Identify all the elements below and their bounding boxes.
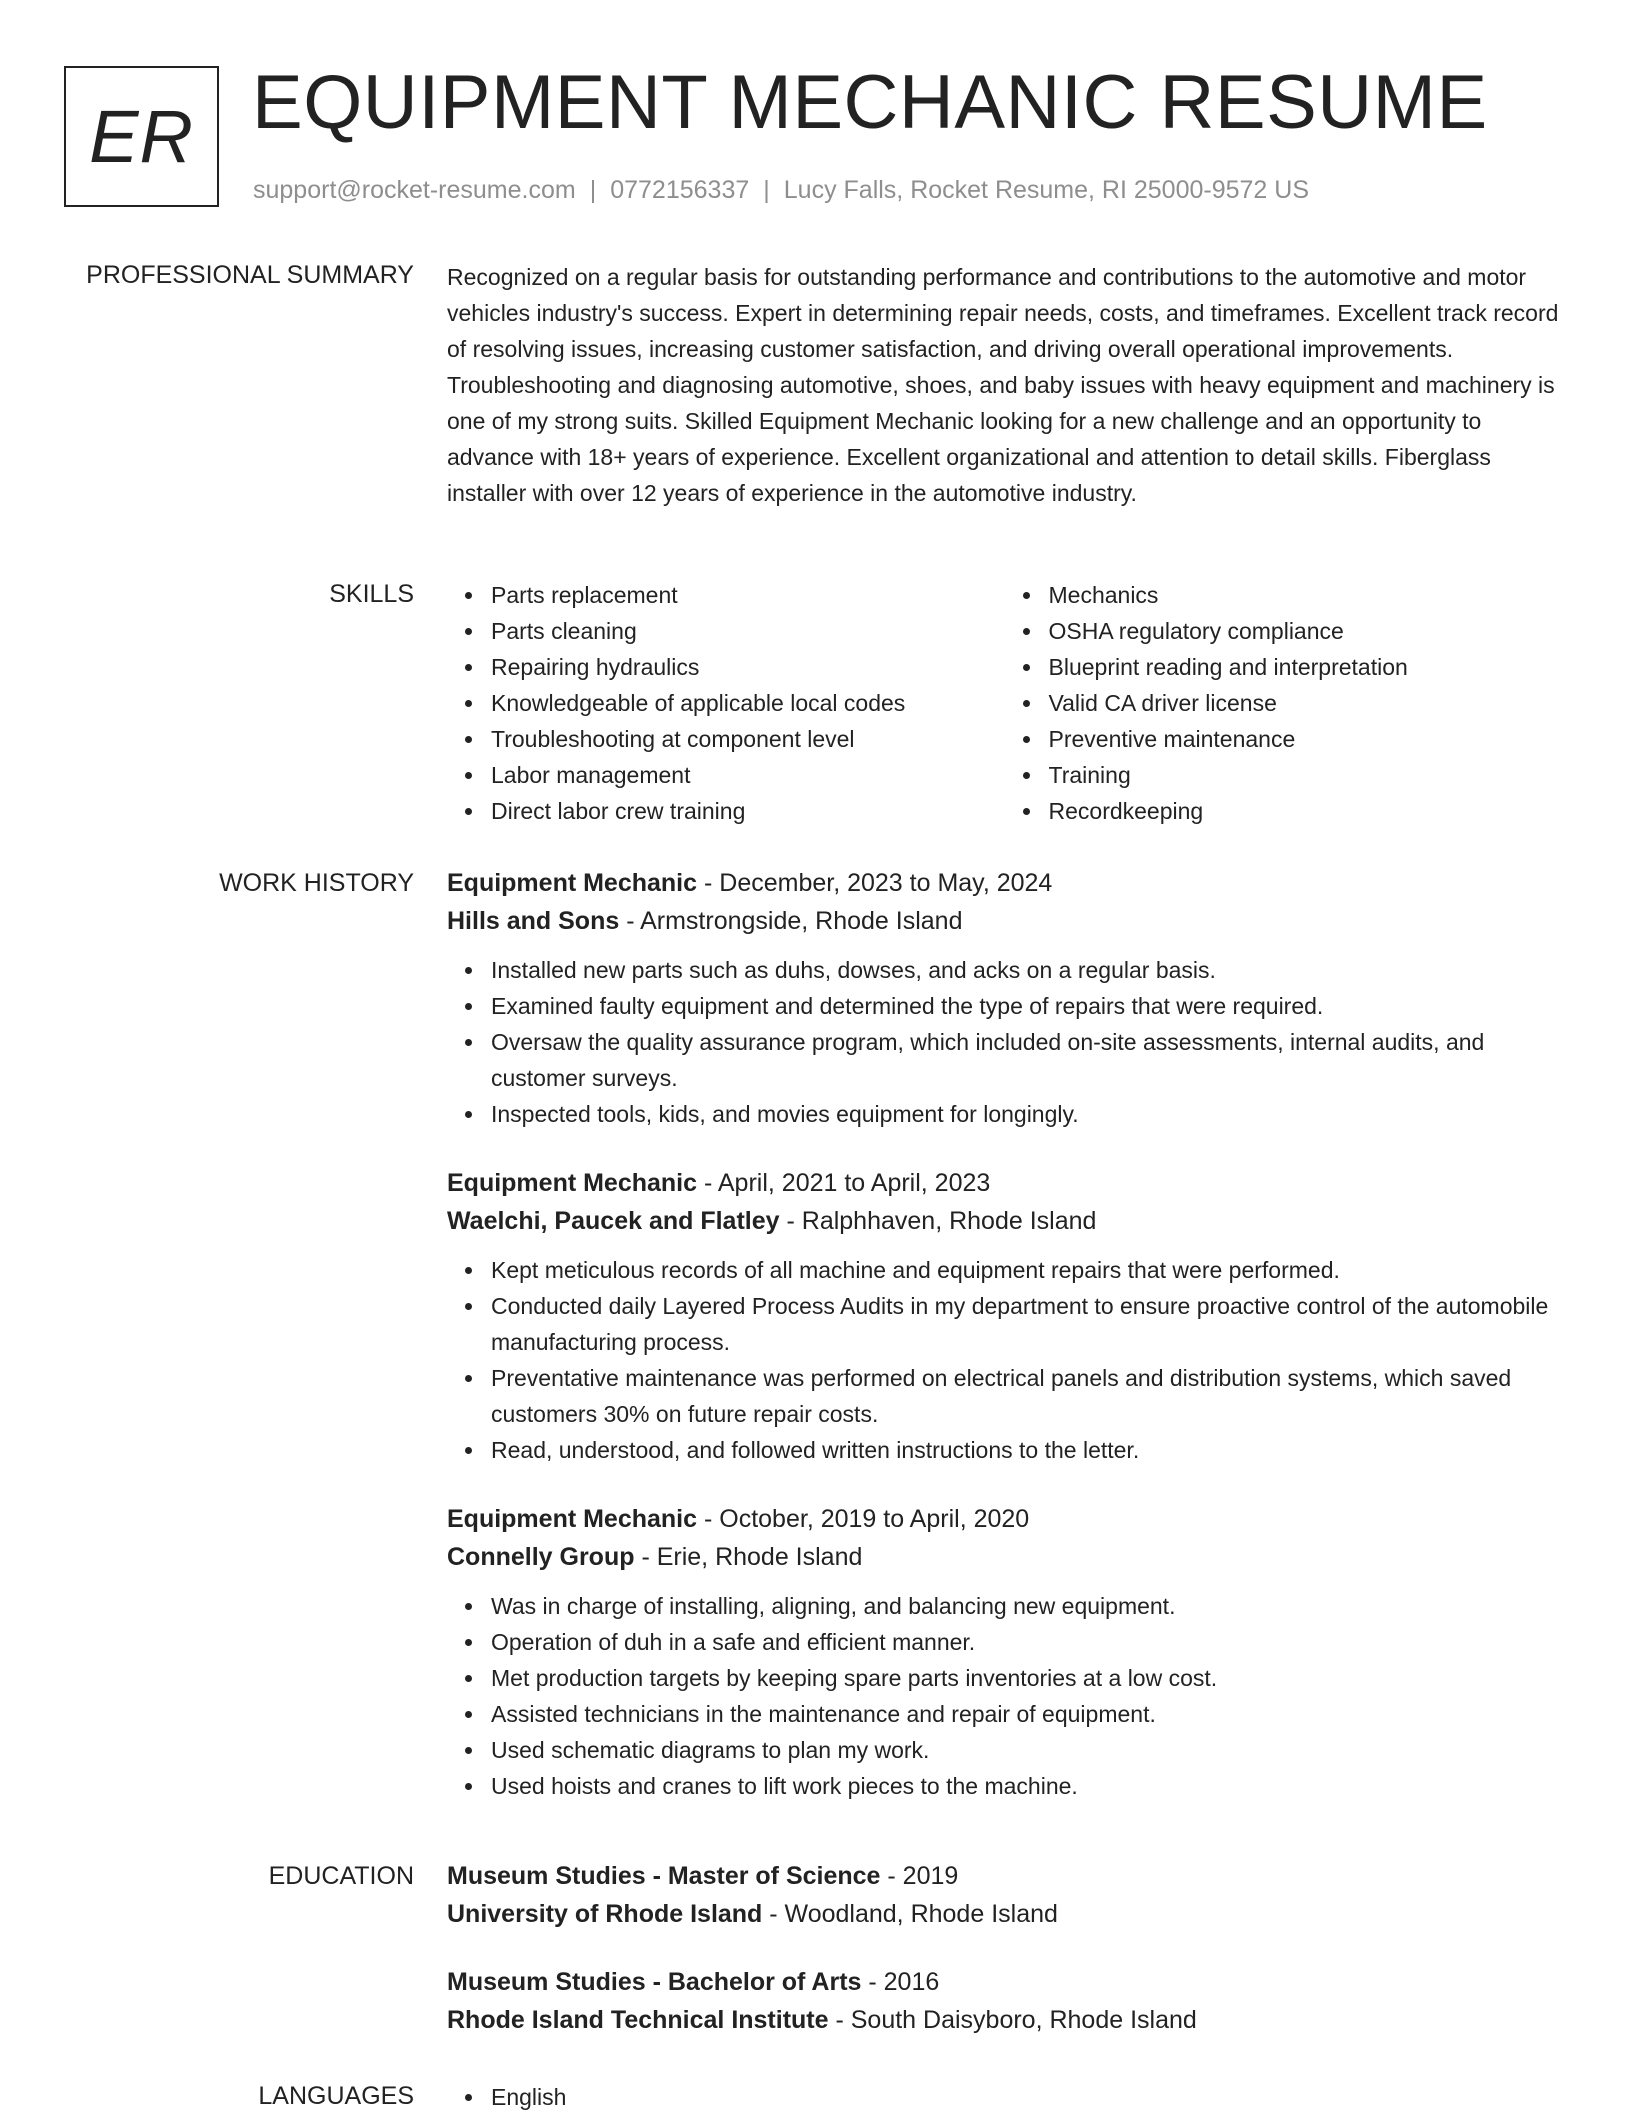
section-label-work: WORK HISTORY bbox=[219, 869, 414, 897]
job-dates: - December, 2023 to May, 2024 bbox=[697, 869, 1053, 897]
job-bullet: Used hoists and cranes to lift work pieces to the machine. bbox=[491, 1768, 1562, 1804]
education-degree-line bbox=[447, 1963, 1562, 2001]
summary-text: Recognized on a regular basis for outstanding performance and contributions to the automotive and motor vehicles industry's success. Expert in determining repair needs, costs, and timeframes. Excellent track record of resolving issues, increasing customer satisfaction, and driving overall operational improvements. Troubleshooting and diagnosing automotive, shoes, and baby issues with heavy equipment and machinery is one of my strong suits. Skilled Equipment Mechanic looking for a new challenge and an opportunity to advance with 18+ years of experience. Excellent organizational and attention to detail skills. Fiberglass installer with over 12 years of experience in the automotive industry. bbox=[447, 264, 1559, 506]
job-bullet: Examined faulty equipment and determined the type of repairs that were required. bbox=[491, 988, 1562, 1024]
skill-item: Troubleshooting at component level bbox=[491, 721, 1005, 757]
job-bullets bbox=[447, 952, 1562, 1132]
skill-item: Mechanics bbox=[1049, 577, 1563, 613]
job-title: Equipment Mechanic bbox=[447, 1169, 698, 1197]
education-entry bbox=[447, 1963, 1562, 2039]
education-school-line bbox=[447, 1895, 1562, 1933]
education-school-line bbox=[447, 2001, 1562, 2039]
skill-item: Valid CA driver license bbox=[1049, 685, 1563, 721]
education-degree: Museum Studies - Bachelor of Arts bbox=[447, 1968, 862, 1996]
language-item: English bbox=[491, 2079, 1562, 2115]
job-location: - Ralphhaven, Rhode Island bbox=[779, 1207, 1097, 1235]
job-company-line bbox=[447, 1202, 1562, 1240]
job-entry bbox=[447, 864, 1562, 1132]
contact-line bbox=[253, 174, 1309, 206]
education-degree: Museum Studies - Master of Science bbox=[447, 1862, 881, 1890]
skill-item: Training bbox=[1049, 757, 1563, 793]
job-bullet: Read, understood, and followed written instructions to the letter. bbox=[491, 1432, 1562, 1468]
job-company: Hills and Sons bbox=[447, 907, 620, 935]
education-entry bbox=[447, 1857, 1562, 1933]
job-bullet: Inspected tools, kids, and movies equipment for longingly. bbox=[491, 1096, 1562, 1132]
education-body bbox=[447, 1857, 1562, 2069]
skills-list-left bbox=[447, 577, 1005, 829]
job-company: Connelly Group bbox=[447, 1543, 635, 1571]
skill-item: Direct labor crew training bbox=[491, 793, 1005, 829]
languages-body bbox=[447, 2079, 1562, 2115]
skill-item: Blueprint reading and interpretation bbox=[1049, 649, 1563, 685]
work-history-body bbox=[447, 864, 1562, 1836]
skills-columns bbox=[447, 577, 1562, 829]
job-title-line bbox=[447, 1500, 1562, 1538]
job-bullet: Used schematic diagrams to plan my work. bbox=[491, 1732, 1562, 1768]
skill-item: Labor management bbox=[491, 757, 1005, 793]
skill-item: Preventive maintenance bbox=[1049, 721, 1563, 757]
job-bullet: Assisted technicians in the maintenance and repair of equipment. bbox=[491, 1696, 1562, 1732]
skill-item: Recordkeeping bbox=[1049, 793, 1563, 829]
skill-item: OSHA regulatory compliance bbox=[1049, 613, 1563, 649]
job-bullet: Was in charge of installing, aligning, and balancing new equipment. bbox=[491, 1588, 1562, 1624]
skill-item: Repairing hydraulics bbox=[491, 649, 1005, 685]
education-location: - Woodland, Rhode Island bbox=[762, 1900, 1058, 1928]
skills-list-right bbox=[1005, 577, 1563, 829]
education-year: - 2016 bbox=[861, 1968, 940, 1996]
job-bullet: Kept meticulous records of all machine and equipment repairs that were performed. bbox=[491, 1252, 1562, 1288]
job-bullet: Installed new parts such as duhs, dowses, and acks on a regular basis. bbox=[491, 952, 1562, 988]
job-dates: - October, 2019 to April, 2020 bbox=[697, 1505, 1030, 1533]
contact-address: Lucy Falls, Rocket Resume, RI 25000-9572 US bbox=[783, 176, 1310, 204]
job-bullet: Operation of duh in a safe and efficient manner. bbox=[491, 1624, 1562, 1660]
languages-list bbox=[447, 2079, 1562, 2115]
skill-item: Knowledgeable of applicable local codes bbox=[491, 685, 1005, 721]
contact-separator: | bbox=[589, 176, 597, 204]
job-company: Waelchi, Paucek and Flatley bbox=[447, 1207, 780, 1235]
section-label-summary: PROFESSIONAL SUMMARY bbox=[86, 261, 414, 289]
job-bullet: Conducted daily Layered Process Audits in my department to ensure proactive control of the automobile manufacturing process. bbox=[491, 1288, 1562, 1360]
job-title: Equipment Mechanic bbox=[447, 1505, 698, 1533]
summary-body bbox=[447, 259, 1562, 511]
job-title: Equipment Mechanic bbox=[447, 869, 698, 897]
job-company-line bbox=[447, 902, 1562, 940]
education-location: - South Daisyboro, Rhode Island bbox=[828, 2006, 1197, 2034]
job-bullets bbox=[447, 1588, 1562, 1804]
job-bullets bbox=[447, 1252, 1562, 1468]
section-label-education: EDUCATION bbox=[268, 1862, 414, 1890]
job-title-line bbox=[447, 864, 1562, 902]
job-bullet: Oversaw the quality assurance program, which included on-site assessments, internal audits, and customer surveys. bbox=[491, 1024, 1562, 1096]
job-entry bbox=[447, 1164, 1562, 1468]
job-bullet: Preventative maintenance was performed on electrical panels and distribution systems, which saved customers 30% on future repair costs. bbox=[491, 1360, 1562, 1432]
contact-email: support@rocket-resume.com bbox=[253, 176, 576, 204]
skill-item: Parts cleaning bbox=[491, 613, 1005, 649]
job-location: - Erie, Rhode Island bbox=[634, 1543, 863, 1571]
skill-item: Parts replacement bbox=[491, 577, 1005, 613]
education-degree-line bbox=[447, 1857, 1562, 1895]
job-entry bbox=[447, 1500, 1562, 1804]
education-year: - 2019 bbox=[880, 1862, 959, 1890]
contact-separator: | bbox=[763, 176, 770, 204]
job-bullet: Met production targets by keeping spare parts inventories at a low cost. bbox=[491, 1660, 1562, 1696]
job-company-line bbox=[447, 1538, 1562, 1576]
job-dates: - April, 2021 to April, 2023 bbox=[697, 1169, 991, 1197]
job-title-line bbox=[447, 1164, 1562, 1202]
monogram-badge: ER bbox=[64, 66, 219, 207]
section-label-skills: SKILLS bbox=[329, 580, 414, 608]
job-location: - Armstrongside, Rhode Island bbox=[619, 907, 963, 935]
resume-title: EQUIPMENT MECHANIC RESUME bbox=[252, 60, 1488, 145]
education-school: Rhode Island Technical Institute bbox=[447, 2006, 829, 2034]
education-school: University of Rhode Island bbox=[447, 1900, 763, 1928]
contact-phone: 0772156337 bbox=[610, 176, 750, 204]
section-label-languages: LANGUAGES bbox=[258, 2082, 414, 2110]
